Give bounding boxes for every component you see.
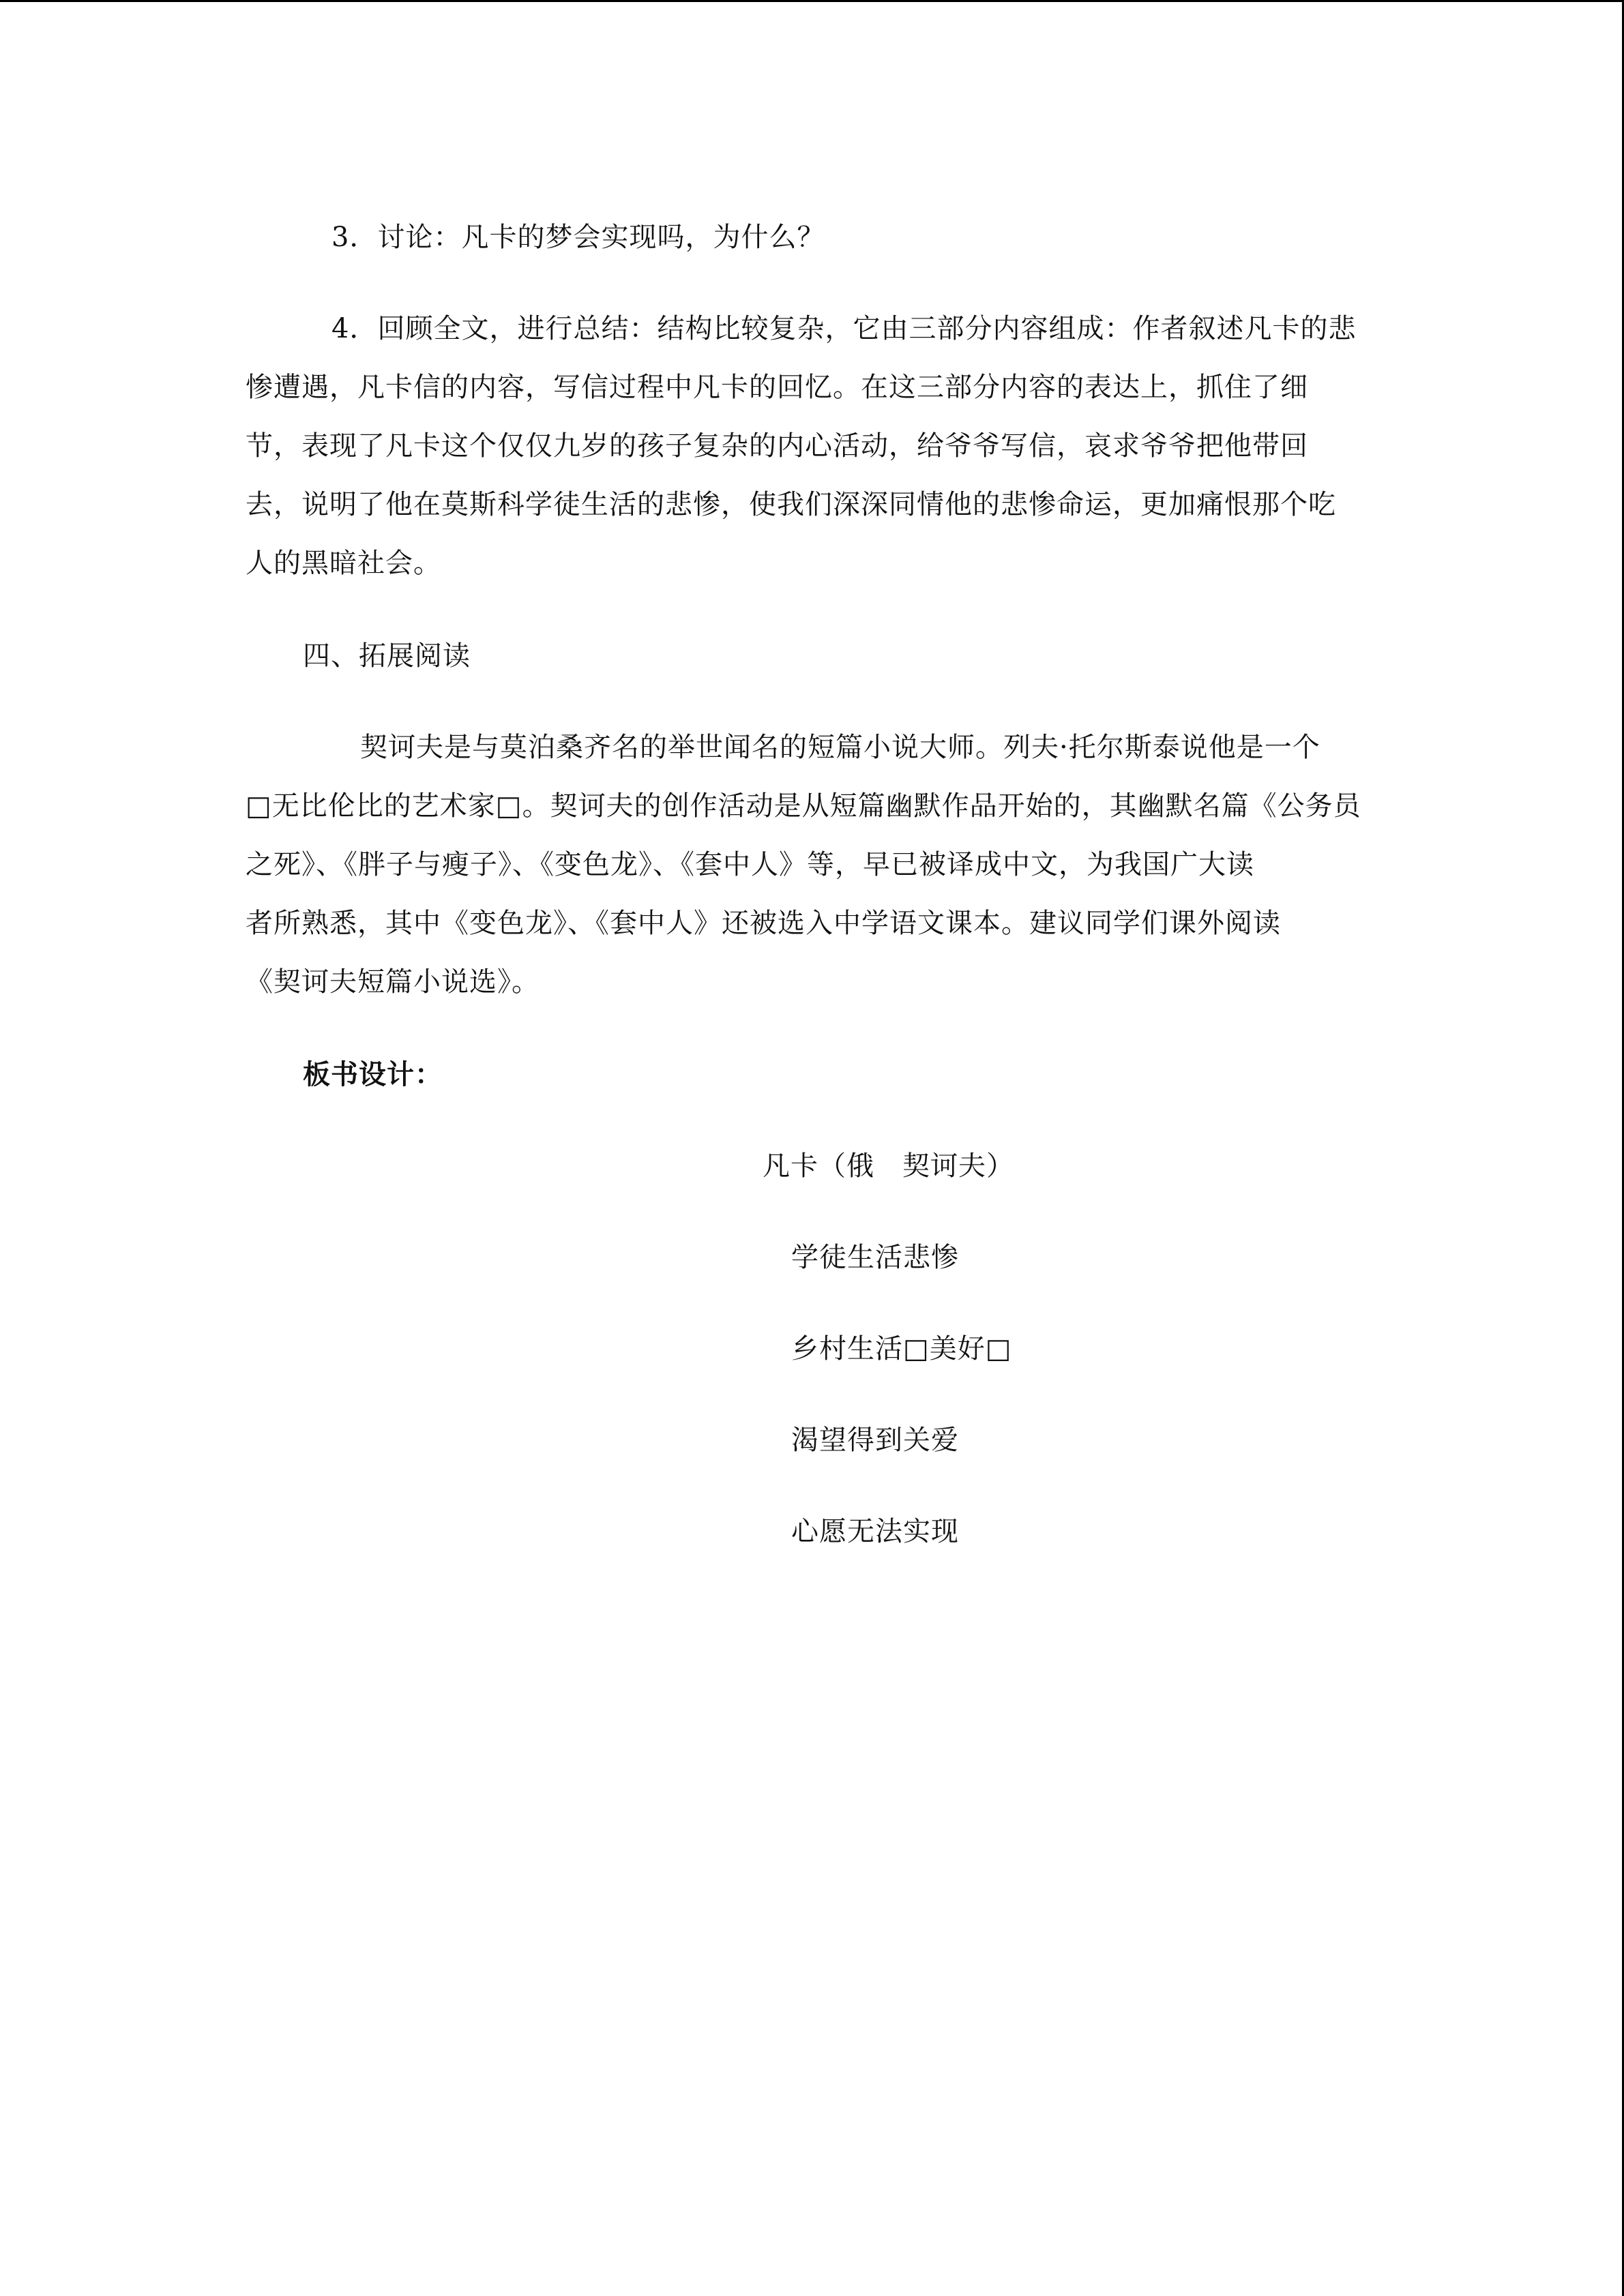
reading-line-2: □无比伦比的艺术家□。契诃夫的创作活动是从短篇幽默作品开始的，其幽默名篇《公务员 (246, 790, 1361, 822)
board-item-1: 学徒生活悲惨 (791, 1242, 959, 1273)
section-4-heading: 四、拓展阅读 (303, 640, 471, 672)
item-4-line-3: 节，表现了凡卡这个仅仅九岁的孩子复杂的内心活动，给爷爷写信，哀求爷爷把他带回 (246, 430, 1308, 462)
reading-line-3: 之死》、《胖子与瘦子》、《变色龙》、《套中人》等，早已被译成中文，为我国广大读 (246, 849, 1254, 880)
board-design-heading: 板书设计： (303, 1058, 443, 1090)
board-item-3: 渴望得到关爱 (791, 1425, 959, 1456)
board-title: 凡卡（俄 契诃夫） (763, 1150, 1014, 1182)
reading-line-1: 契诃夫是与莫泊桑齐名的举世闻名的短篇小说大师。列夫·托尔斯泰说他是一个 (360, 732, 1320, 763)
item-4-line-4: 去，说明了他在莫斯科学徒生活的悲惨，使我们深深同情他的悲惨命运，更加痛恨那个吃 (246, 489, 1336, 520)
item-4-line-2: 惨遭遇，凡卡信的内容，写信过程中凡卡的回忆。在这三部分内容的表达上，抓住了细 (246, 372, 1308, 403)
item-4-line-1: 4．回顾全文，进行总结：结构比较复杂，它由三部分内容组成：作者叙述凡卡的悲 (331, 313, 1357, 344)
page-top-border (0, 0, 1624, 2)
board-item-2: 乡村生活□美好□ (791, 1333, 1012, 1365)
item-4-line-5: 人的黑暗社会。 (246, 548, 441, 579)
item-3-question: 3．讨论：凡卡的梦会实现吗，为什么？ (331, 222, 825, 253)
reading-line-4: 者所熟悉，其中《变色龙》、《套中人》还被选入中学语文课本。建议同学们课外阅读 (246, 908, 1281, 939)
reading-line-5: 《契诃夫短篇小说选》。 (246, 966, 540, 998)
board-item-4: 心愿无法实现 (791, 1516, 959, 1547)
